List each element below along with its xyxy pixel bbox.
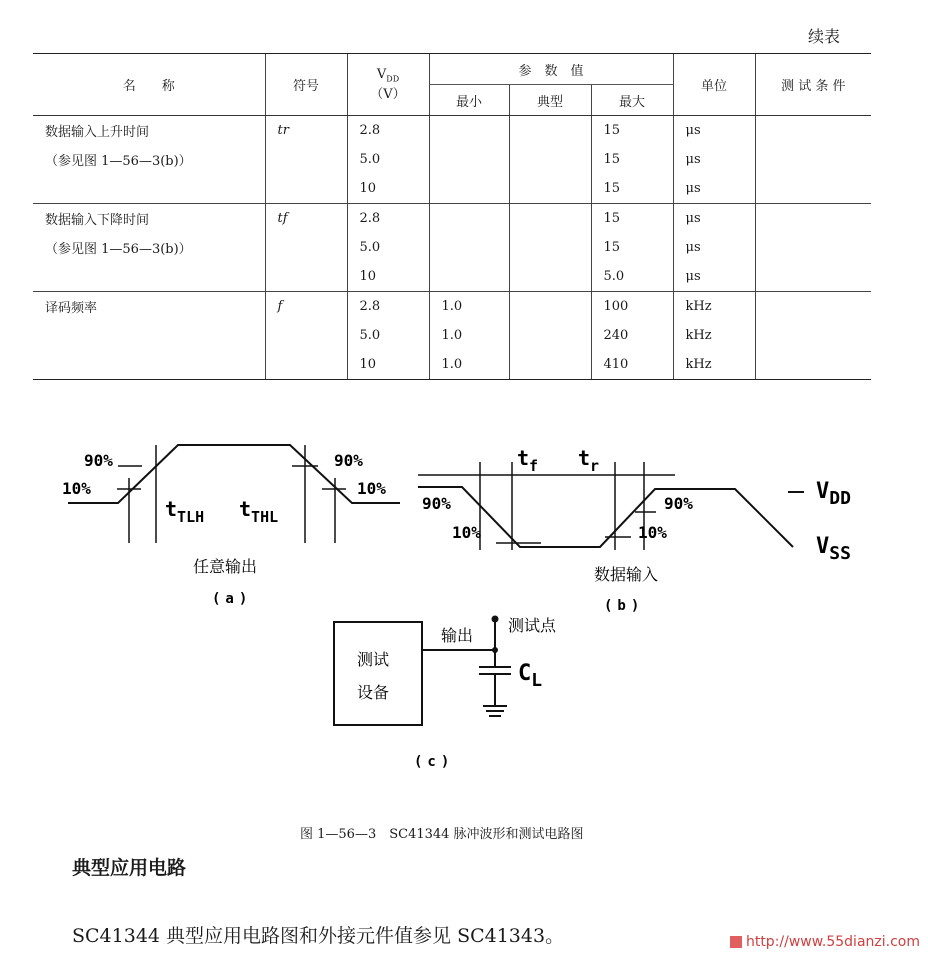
waveform-a-markers (117, 445, 346, 543)
label-vdd (816, 479, 851, 509)
row-unit: kHz (673, 321, 755, 350)
continued-label: 续表 (808, 27, 841, 46)
row-max: 15 (591, 174, 673, 204)
row-unit: kHz (673, 350, 755, 380)
label-a: (a) (212, 591, 253, 607)
row-vdd: 10 (347, 262, 429, 292)
header-symbol: 符号 (265, 54, 347, 116)
row-max: 5.0 (591, 262, 673, 292)
label-thl (239, 497, 278, 526)
row-vdd: 5.0 (347, 321, 429, 350)
label-b-10-left: 10% (452, 523, 481, 542)
header-cond: 测 试 条 件 (755, 54, 871, 116)
label-tf-t: t (517, 446, 530, 470)
row-unit: μs (673, 116, 755, 146)
row-vdd: 5.0 (347, 145, 429, 174)
watermark-icon (730, 936, 742, 948)
header-max: 最大 (591, 85, 673, 116)
label-a-90-right: 90% (334, 451, 363, 470)
label-vss (816, 534, 851, 564)
row-symbol: tf (265, 204, 347, 234)
label-tf-sub: f (529, 457, 539, 475)
caption-b: 数据输入 (594, 565, 659, 584)
label-vss-sub: SS (829, 543, 851, 564)
header-params: 参 数 值 (429, 54, 673, 85)
row-unit: μs (673, 145, 755, 174)
test-device-box (334, 622, 422, 725)
junction-dot (492, 647, 498, 653)
row-vdd: 10 (347, 174, 429, 204)
label-tr (578, 446, 599, 475)
row-max: 15 (591, 204, 673, 234)
row-max: 410 (591, 350, 673, 380)
header-name: 名 称 (33, 54, 265, 116)
row-min: 1.0 (429, 350, 509, 380)
row-max: 240 (591, 321, 673, 350)
label-tr-t: t (578, 446, 591, 470)
label-vss-v: V (816, 534, 830, 559)
test-point-label: 测试点 (508, 616, 557, 635)
section-title: 典型应用电路 (72, 857, 187, 879)
label-cl (518, 661, 542, 691)
label-b-10-right: 10% (638, 523, 667, 542)
label-thl-t: t (239, 497, 252, 521)
header-min: 最小 (429, 85, 509, 116)
label-b-90-right: 90% (664, 494, 693, 513)
label-tlh-t: t (165, 497, 178, 521)
row-max: 15 (591, 116, 673, 146)
row-min: 1.0 (429, 292, 509, 322)
label-thl-sub: THL (251, 508, 279, 526)
header-vdd-unit: （V） (370, 87, 406, 103)
row-name: （参见图 1—56—3(b)） (45, 154, 192, 169)
body-paragraph: SC41344 典型应用电路图和外接元件值参见 SC41343。 (72, 925, 565, 947)
row-vdd: 5.0 (347, 233, 429, 262)
row-name: 译码频率 (45, 301, 98, 316)
label-vdd-v: V (816, 479, 830, 504)
row-symbol: f (265, 292, 347, 322)
device-label-line1: 测试 (357, 650, 390, 669)
row-vdd: 2.8 (347, 292, 429, 322)
header-vdd-label: V (376, 66, 387, 82)
row-vdd: 10 (347, 350, 429, 380)
row-max: 100 (591, 292, 673, 322)
label-vdd-sub: DD (829, 488, 851, 509)
watermark (730, 934, 920, 950)
header-vdd-sub: DD (386, 74, 400, 84)
row-name: 数据输入下降时间 (45, 213, 150, 228)
watermark-text: http://www.55dianzi.com (745, 934, 920, 950)
row-max: 15 (591, 233, 673, 262)
row-unit: μs (673, 174, 755, 204)
label-cl-c: C (518, 661, 532, 686)
row-unit: μs (673, 233, 755, 262)
row-name: （参见图 1—56—3(b)） (45, 242, 192, 257)
label-tlh (165, 497, 204, 526)
label-cl-sub: L (531, 670, 543, 691)
label-a-10-left: 10% (62, 479, 91, 498)
figure-caption: 图 1—56—3 SC41344 脉冲波形和测试电路图 (300, 827, 584, 842)
row-vdd: 2.8 (347, 116, 429, 146)
header-typ: 典型 (509, 85, 591, 116)
row-unit: μs (673, 262, 755, 292)
label-tlh-sub: TLH (177, 508, 205, 526)
device-label-line2: 设备 (357, 683, 390, 702)
row-max: 15 (591, 145, 673, 174)
row-symbol: tr (265, 116, 347, 146)
row-unit: μs (673, 204, 755, 234)
label-tr-sub: r (590, 457, 600, 475)
row-unit: kHz (673, 292, 755, 322)
label-b: (b) (604, 598, 645, 614)
caption-a: 任意输出 (193, 557, 258, 576)
row-vdd: 2.8 (347, 204, 429, 234)
output-label: 输出 (441, 626, 474, 645)
row-min: 1.0 (429, 321, 509, 350)
header-unit: 单位 (673, 54, 755, 116)
label-c: (c) (414, 754, 455, 770)
label-b-90-left: 90% (422, 494, 451, 513)
test-point-dot (492, 616, 499, 623)
row-name: 数据输入上升时间 (45, 125, 150, 140)
label-tf (517, 446, 538, 475)
label-a-90-left: 90% (84, 451, 113, 470)
label-a-10-right: 10% (357, 479, 386, 498)
